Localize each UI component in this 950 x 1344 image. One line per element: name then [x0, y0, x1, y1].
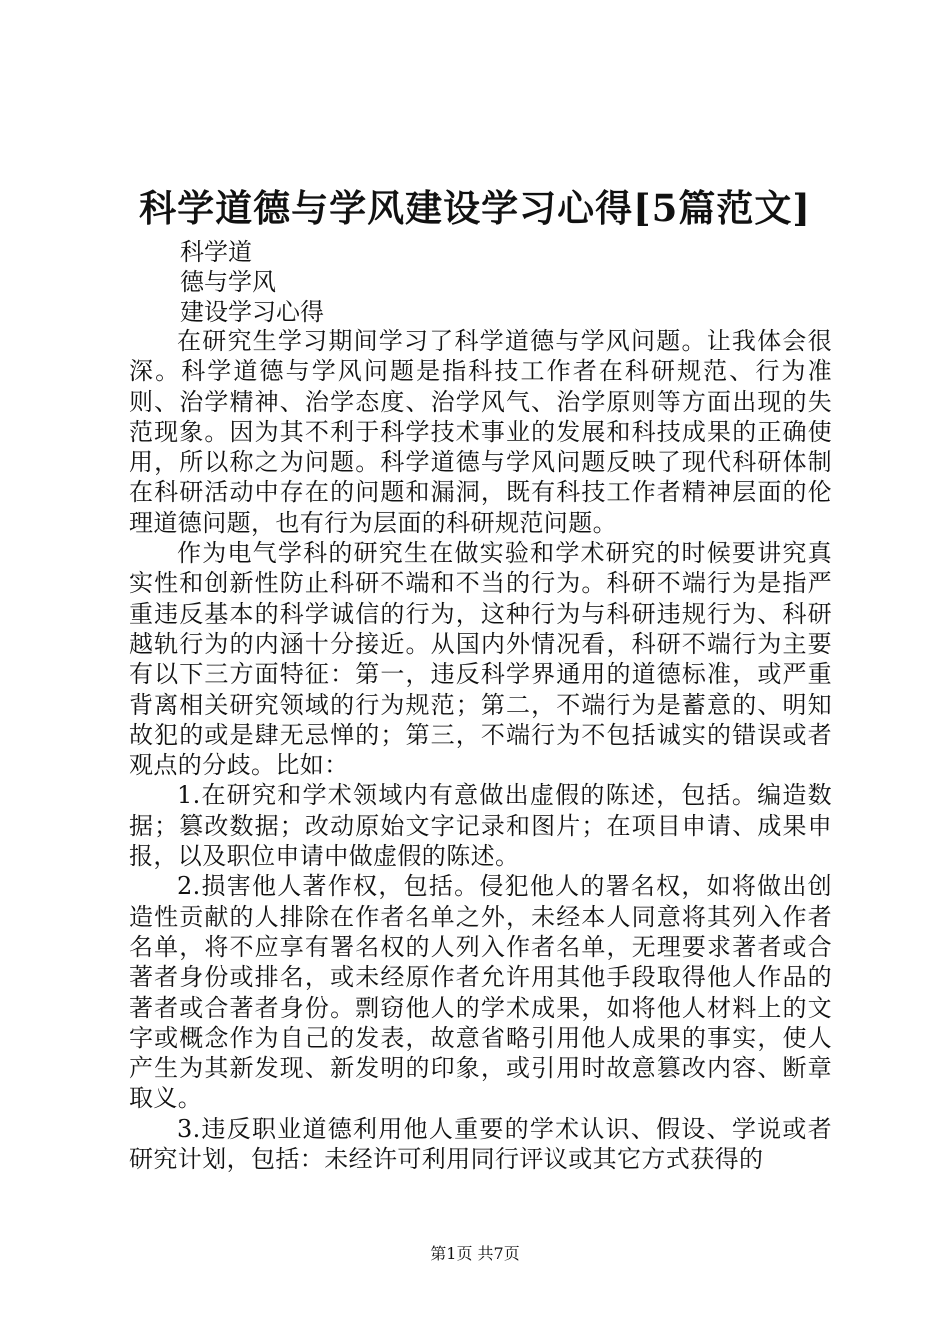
subtitle-line-2: 德与学风: [180, 268, 276, 296]
paragraph-5: 3.违反职业道德利用他人重要的学术认识、假设、学说或者研究计划，包括：未经许可利用同行评议或其它方式获得的: [129, 1114, 832, 1174]
document-body: [129, 326, 832, 1174]
paragraph-2: 作为电气学科的研究生在做实验和学术研究的时候要讲究真实性和创新性防止科研不端和不当的行为。科研不端行为是指严重违反基本的科学诚信的行为，这种行为与科研违规行为、科研越轨行为的内涵十分接近。从国内外情况看，科研不端行为主要有以下三方面特征：第一，违反科学界通用的道德标准，或严重背离相关研究领域的行为规范；第二，不端行为是蓄意的、明知故犯的或是肆无忌惮的；第三，不端行为不包括诚实的错误或者观点的分歧。比如：: [129, 539, 832, 780]
document-title: 科学道德与学风建设学习心得[5篇范文]: [139, 186, 811, 230]
subtitle-line-3: 建设学习心得: [180, 298, 324, 326]
paragraph-4: 2.损害他人著作权，包括。侵犯他人的署名权，如将做出创造性贡献的人排除在作者名单之外，未经本人同意将其列入作者名单，将不应享有署名权的人列入作者名单，无理要求著者或合著者身份或排名，或未经原作者允许用其他手段取得他人作品的著者或合著者身份。剽窃他人的学术成果，如将他人材料上的文字或概念作为自己的发表，故意省略引用他人成果的事实，使人产生为其新发现、新发明的印象，或引用时故意篡改内容、断章取义。: [129, 872, 832, 1113]
paragraph-1: 在研究生学习期间学习了科学道德与学风问题。让我体会很深。科学道德与学风问题是指科技工作者在科研规范、行为准则、治学精神、治学态度、治学风气、治学原则等方面出现的失范现象。因为其不利于科学技术事业的发展和科技成果的正确使用，所以称之为问题。科学道德与学风问题反映了现代科研体制在科研活动中存在的问题和漏洞，既有科技工作者精神层面的伦理道德问题，也有行为层面的科研规范问题。: [129, 327, 832, 537]
subtitle-line-1: 科学道: [180, 238, 252, 266]
page-footer: 第1页 共7页: [430, 1244, 520, 1263]
paragraph-3: 1.在研究和学术领域内有意做出虚假的陈述，包括。编造数据；篡改数据；改动原始文字记录和图片；在项目申请、成果申报，以及职位申请中做虚假的陈述。: [129, 781, 832, 871]
